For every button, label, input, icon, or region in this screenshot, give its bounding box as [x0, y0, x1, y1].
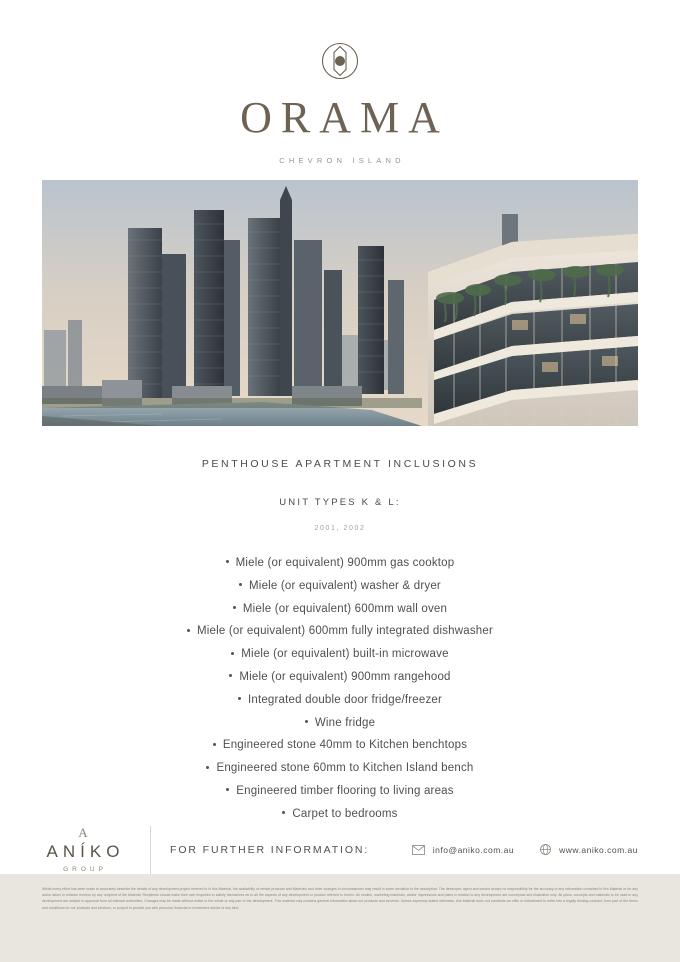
hero-image	[42, 180, 638, 426]
list-item	[0, 689, 680, 712]
bullet-icon	[239, 583, 242, 586]
bullet-icon	[238, 697, 241, 700]
aniko-mark-icon: A	[78, 825, 88, 840]
inclusions-list	[0, 552, 680, 826]
list-item	[0, 734, 680, 757]
bullet-icon	[213, 743, 216, 746]
bullet-icon	[226, 788, 229, 791]
brand-location: CHEVRON ISLAND	[279, 156, 405, 165]
list-item-label: Miele (or equivalent) 600mm fully integrated dishwasher	[196, 625, 494, 638]
bullet-icon	[226, 560, 229, 563]
bullet-icon	[229, 674, 232, 677]
list-item	[0, 666, 680, 689]
list-item-label: Miele (or equivalent) 600mm wall oven	[242, 602, 448, 615]
list-item	[0, 598, 680, 621]
email-address: info@aniko.com.au	[432, 844, 515, 855]
inclusions-section	[0, 446, 680, 826]
orama-emblem-icon	[319, 0, 361, 82]
list-item	[0, 575, 680, 598]
brand-wordmark: ORAMA	[240, 93, 449, 142]
list-item	[0, 620, 680, 643]
list-item	[0, 780, 680, 803]
list-item-label: Carpet to bedrooms	[292, 807, 398, 820]
list-item-label: Integrated double door fridge/freezer	[247, 693, 443, 706]
list-item-label: Engineered stone 40mm to Kitchen benchtops	[222, 739, 468, 752]
unit-numbers: 2001, 2002	[314, 525, 366, 532]
list-item-label: Miele (or equivalent) 900mm gas cooktop	[235, 557, 455, 569]
aniko-company-name: ANÍKO	[46, 842, 125, 861]
list-item	[0, 712, 680, 735]
contact-details	[412, 844, 638, 855]
list-item-label: Miele (or equivalent) 900mm rangehood	[239, 670, 451, 683]
footer-divider	[150, 826, 151, 874]
bullet-icon	[233, 606, 236, 609]
list-item-label: Miele (or equivalent) washer & dryer	[249, 579, 441, 592]
website-url: www.aniko.com.au	[559, 844, 638, 855]
footer	[0, 826, 680, 962]
email-contact[interactable]	[412, 845, 514, 855]
globe-icon	[540, 844, 551, 855]
aniko-group-logo	[28, 826, 138, 873]
bullet-icon	[305, 720, 308, 723]
bullet-icon	[206, 766, 209, 769]
list-item-label: Engineered timber flooring to living areas	[236, 784, 454, 797]
unit-types-title: UNIT TYPES K & L:	[279, 497, 401, 508]
page-title: PENTHOUSE APARTMENT INCLUSIONS	[201, 458, 479, 470]
list-item	[0, 757, 680, 780]
website-contact[interactable]	[540, 844, 638, 855]
aniko-company-suffix: GROUP	[63, 866, 107, 873]
bullet-icon	[187, 629, 190, 632]
bullet-icon	[282, 811, 285, 814]
bullet-icon	[231, 652, 234, 655]
list-item	[0, 803, 680, 826]
disclaimer-text: Whilst every effort has been made to accurately describe the details of any development project referred to in this Material, the availability of certain products and Materials and other changes in circumstances may result in some deviation to the description. The developer, agent and vendor accept no responsibility for the accuracy of any information contained in this Material or for any action taken in reliance thereon by any recipient of the Material. Recipients should make their own enquiries to satisfy themselves as to all the aspects of any development or product referred to herein. All models, marketing materials, artists' impressions and plans in relation to any development are conceptual and illustrative only. All plans, concepts and materials to be used in any development are subject to approval from all relevant authorities. Changes may be made without notice to the whole or any part of the development. This material only contains general information about our products and services. Unless expressly stated otherwise, this Material does not constitute an offer or inducement to enter into a legally binding contract, form part of the terms and conditions for our products and services, or purport to provide you with personal, financial or investment advice of any kind.	[0, 874, 680, 962]
footer-top	[0, 826, 680, 874]
envelope-icon	[412, 845, 425, 855]
list-item	[0, 552, 680, 575]
list-item-label: Wine fridge	[314, 716, 376, 729]
further-information-label: FOR FURTHER INFORMATION:	[170, 844, 370, 856]
list-item	[0, 643, 680, 666]
list-item-label: Engineered stone 60mm to Kitchen Island bench	[216, 762, 474, 775]
list-item-label: Miele (or equivalent) built-in microwave	[241, 648, 449, 661]
